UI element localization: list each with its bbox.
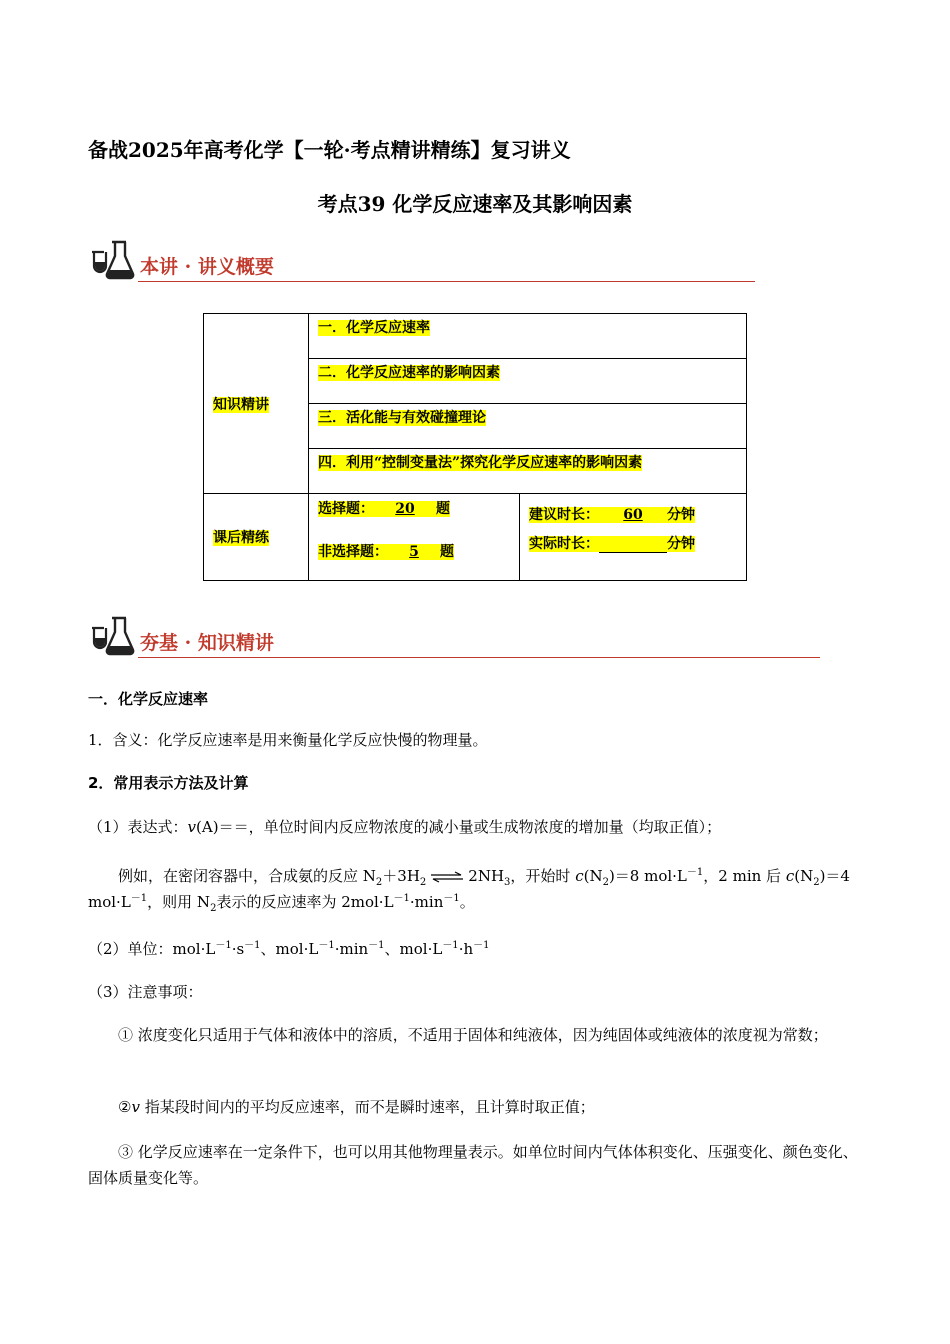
actual-label: 实际时长： xyxy=(529,536,599,552)
paragraph-example: 例如，在密闭容器中，合成氨的反应 $N_2+3H_2$ $2NH_3$，开始时 $c(N_2)=8$ $mol\cdot L^{-1}$，2 min 后 $c(N_2)=4$ $mol\cdot L^{-1}$，则用 $N_2$表示的反应速率为 $2mol\cdot L^{-1}\cdot\min^{-1}$。 xyxy=(88,867,850,915)
document-title: 备战2025年高考化学【一轮·考点精讲精练】复习讲义 xyxy=(88,138,571,162)
paragraph-expression: （1）表达式：v(A)＝＝，单位时间内反应物浓度的减小量或生成物浓度的增加量（均取正值）； xyxy=(88,818,722,836)
actual-value xyxy=(599,536,667,553)
reversible-arrow-icon xyxy=(430,871,464,883)
section-divider xyxy=(138,657,820,658)
knowledge-item-cell xyxy=(309,314,747,359)
choice-unit: 题 xyxy=(436,501,450,517)
suggest-label: 建议时长： xyxy=(529,507,599,523)
heading-expression: 2．常用表示方法及计算 xyxy=(88,774,249,792)
chemistry-flask-icon xyxy=(88,238,136,284)
heading-rate: 一．化学反应速率 xyxy=(88,690,209,708)
paragraph-note-1: ① 浓度变化只适用于气体和液体中的溶质，不适用于固体和纯液体，因为纯固体或纯液体的浓度视为常数； xyxy=(118,1026,828,1044)
choice-label: 选择题： xyxy=(318,501,374,517)
nonchoice-count: 5 xyxy=(388,544,440,560)
nonchoice-unit: 题 xyxy=(440,544,454,560)
knowledge-label-cell xyxy=(204,314,309,494)
document-subtitle: 考点39 化学反应速率及其影响因素 xyxy=(317,192,633,216)
choice-count: 20 xyxy=(374,501,436,517)
question-count-cell xyxy=(309,494,520,581)
chemistry-flask-icon xyxy=(88,614,136,660)
knowledge-label: 知识精讲 xyxy=(213,396,269,413)
knowledge-item-3: 三．活化能与有效碰撞理论 xyxy=(318,410,486,426)
time-cell xyxy=(520,494,747,581)
suggest-time-line xyxy=(529,504,695,524)
suggest-value: 60 xyxy=(599,507,667,523)
knowledge-item-cell xyxy=(309,359,747,404)
paragraph-definition: 1．含义：化学反应速率是用来衡量化学反应快慢的物理量。 xyxy=(88,731,488,749)
actual-unit: 分钟 xyxy=(667,536,695,552)
paragraph-units: （2）单位：$mol\cdot L^{-1}\cdot s^{-1}$、$mol\cdot L^{-1}\cdot\min^{-1}$、$mol\cdot L^{-1}\cdot h^{-1}$ xyxy=(88,940,490,958)
knowledge-item-1: 一．化学反应速率 xyxy=(318,320,430,336)
actual-time-line xyxy=(529,533,695,553)
section-title: 本讲 · 讲义概要 xyxy=(140,256,274,278)
suggest-unit: 分钟 xyxy=(667,507,695,523)
knowledge-item-2: 二．化学反应速率的影响因素 xyxy=(318,365,500,381)
section-title: 夯基 · 知识精讲 xyxy=(140,632,274,654)
paragraph-note-2: ②v 指某段时间内的平均反应速率，而不是瞬时速率，且计算时取正值； xyxy=(118,1098,595,1116)
section-divider xyxy=(138,281,755,282)
nonchoice-count-line xyxy=(318,541,454,561)
choice-count-line xyxy=(318,498,450,518)
section-header-overview xyxy=(88,238,758,286)
knowledge-item-4: 四．利用“控制变量法”探究化学反应速率的影响因素 xyxy=(318,455,643,471)
section-header-knowledge xyxy=(88,614,823,662)
knowledge-item-cell xyxy=(309,404,747,449)
practice-label-cell xyxy=(204,494,309,581)
nonchoice-label: 非选择题： xyxy=(318,544,388,560)
knowledge-item-cell xyxy=(309,449,747,494)
paragraph-notes-title: （3）注意事项： xyxy=(88,983,203,1001)
paragraph-note-3: ③ 化学反应速率在一定条件下，也可以用其他物理量表示。如单位时间内气体体积变化、压强变化、颜色变化、固体质量变化等。 xyxy=(88,1143,858,1188)
overview-table xyxy=(203,313,747,581)
practice-label: 课后精练 xyxy=(213,530,269,546)
